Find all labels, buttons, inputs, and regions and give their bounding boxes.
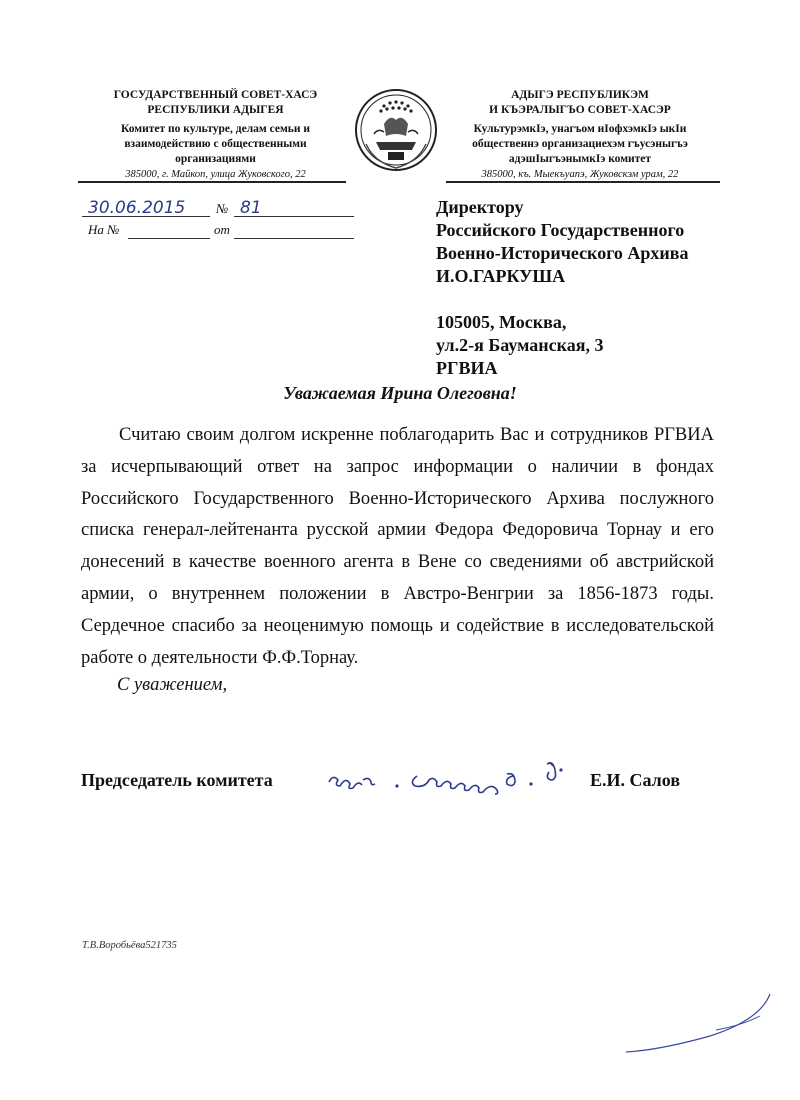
addressee-line1: Директору [436,197,524,217]
registration-number-sign: № [216,201,229,216]
registration-number: 81 [240,198,262,218]
pen-stroke-mark [620,990,790,1065]
header-right [440,88,720,182]
signatory-title: Председатель комитета [81,770,273,790]
addressee-line4: И.О.ГАРКУША [436,266,566,286]
addressee-block [436,196,689,380]
header-left-line4: взаимодействию с общественными [124,138,307,150]
number-underline [234,216,354,217]
greeting: Уважаемая Ирина Олеговна! [283,383,517,403]
signatory-name: Е.И. Салов [590,770,681,790]
reply-date-underline [234,238,354,239]
header-right-line4: общественнэ организациехэм гъусэныгъэ [472,138,688,150]
reply-prefix: На № [88,222,120,237]
header-right-line5: адэшIыгъэнымкIэ комитет [508,153,652,165]
executor-note: Т.В.Воробьёва521735 [82,940,177,951]
header-right-rule [446,181,720,183]
header-left-line2: РЕСПУБЛИКИ АДЫГЕЯ [147,104,284,116]
header-left-line3: Комитет по культуре, делам семьи и [120,123,311,135]
addressee-line6: ул.2-я Бауманская, 3 [436,335,604,355]
header-left-line1: ГОСУДАРСТВЕННЫЙ СОВЕТ-ХАСЭ [113,89,318,101]
reply-from: от [214,222,230,237]
registration-date: 30.06.2015 [88,198,186,218]
header-right-address: 385000, къ. Мыекъуапэ, Жуковскэм урам, 22 [481,169,679,180]
addressee-line3: Военно-Исторического Архива [436,243,689,263]
header-left-rule [78,181,346,183]
addressee-line2: Российского Государственного [436,220,685,240]
letter-body [81,420,714,674]
header-right-line1: АДЫГЭ РЕСПУБЛИКЭМ [511,89,649,101]
header-right-line2: И КЪЭРАЛЫГЪО СОВЕТ-ХАСЭР [489,104,671,116]
reply-number-underline [128,238,210,239]
date-underline [82,216,210,217]
header-right-line3: КультурэмкIэ, унагъом иIофхэмкIэ ыкIи [473,123,687,135]
handwritten-signature [325,758,575,803]
closing: С уважением, [117,675,228,695]
coat-of-arms-icon [354,84,438,176]
header-left-line5: организациями [175,153,256,165]
addressee-line5: 105005, Москва, [436,312,567,332]
header-left-address: 385000, г. Майкоп, улица Жуковского, 22 [125,169,306,180]
letter-body-paragraph: Считаю своим долгом искренне поблагодарить Вас и сотрудников РГВИА за исчерпывающий ответ на запрос информации о наличии в фондах Российского Государственного Военно-Исторического Архива послужного списка генерал-лейтенанта русской армии Федора Федоровича Торнау и его донесений в качестве военного агента в Вене со сведениями об австрийской армии, о внутреннем положении в Австро-Венгрии за 1856-1873 годы. Сердечное спасибо за неоценимую помощь и содействие в исследовательской работе о деятельности Ф.Ф.Торнау. [81,425,714,668]
addressee-line7: РГВИА [436,358,498,378]
header-left [78,88,353,182]
